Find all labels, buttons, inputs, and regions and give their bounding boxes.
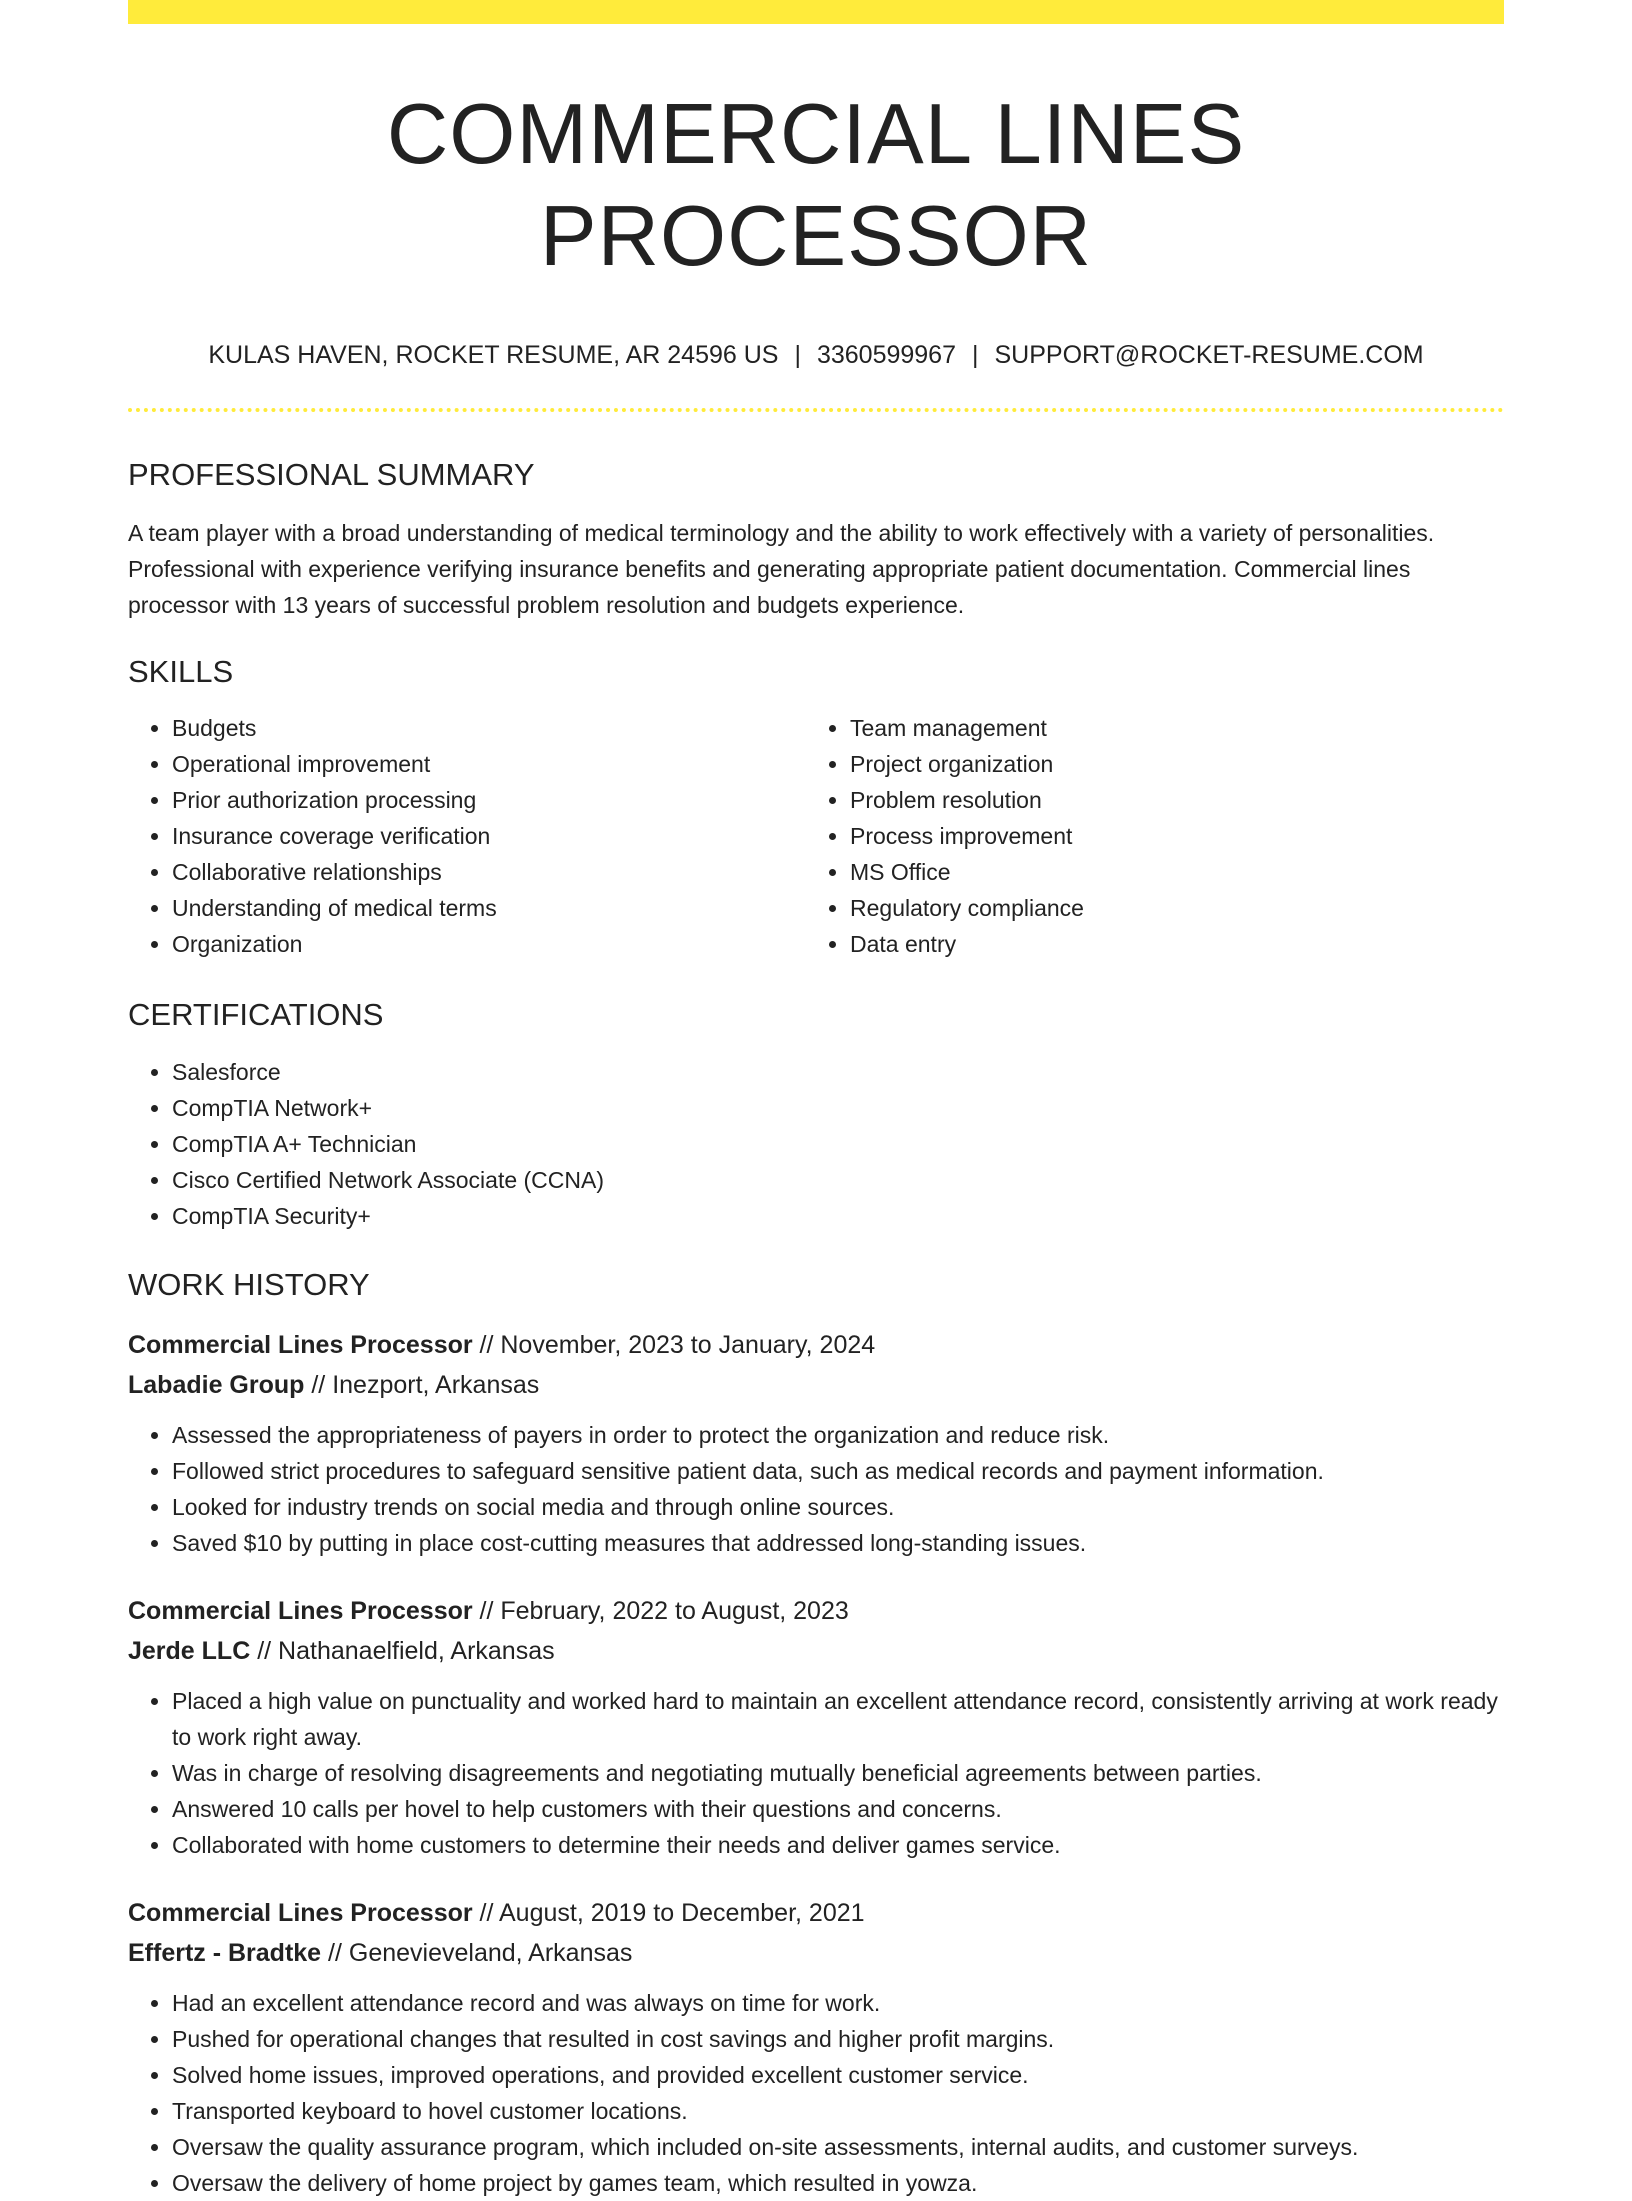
job-entry [128,1591,1504,1863]
summary-heading: PROFESSIONAL SUMMARY [128,457,535,492]
job-bullet: • Assessed the appropriateness of payers in order to protect the organization and reduce risk. [172,1417,1504,1453]
contact-line [128,340,1504,370]
skill-item: • Team management [850,710,1484,746]
job-bullet: • Oversaw the quality assurance program, which included on-site assessments, internal audits, and customer surveys. [172,2129,1504,2165]
certification-item: • CompTIA Security+ [172,1198,1504,1234]
job-bullet: • Was in charge of resolving disagreements and negotiating mutually beneficial agreements between parties. [172,1755,1504,1791]
accent-bar [128,0,1504,24]
skill-item: • Data entry [850,926,1484,962]
job-bullet: • Followed strict procedures to safeguard sensitive patient data, such as medical records and payment information. [172,1453,1504,1489]
job-location: // Genevieveland, Arkansas [321,1938,633,1967]
job-dates: // August, 2019 to December, 2021 [472,1898,865,1927]
skill-item: • Regulatory compliance [850,890,1484,926]
work-history-heading: WORK HISTORY [128,1266,370,1302]
certification-item: • CompTIA A+ Technician [172,1126,1504,1162]
job-location: // Nathanaelfield, Arkansas [250,1636,555,1665]
job-entry [128,1893,1504,2201]
skills-list-right [806,710,1484,962]
job-bullet: • Collaborated with home customers to determine their needs and deliver games service. [172,1827,1504,1863]
contact-separator: | [972,341,979,369]
certification-item: • Cisco Certified Network Associate (CCNA) [172,1162,1504,1198]
skills-heading: SKILLS [128,654,234,690]
skills-column-left [128,710,806,962]
job-bullet: • Pushed for operational changes that resulted in cost savings and higher profit margins. [172,2021,1504,2057]
job-entry [128,1325,1504,1561]
skill-item: • Process improvement [850,818,1484,854]
job-bullets [128,1985,1504,2201]
skill-item: • Prior authorization processing [172,782,806,818]
resume-page [128,0,1504,2201]
job-bullets [128,1417,1504,1561]
skill-item: • Organization [172,926,806,962]
skill-item: • Operational improvement [172,746,806,782]
summary-text: A team player with a broad understanding of medical terminology and the ability to work effectively with a variety of personalities. Professional with experience verifying insurance benefits and generating appropriate patient documentation. Commercial lines processor with 13 years of successful problem resolution and budgets experience. [128,520,1435,619]
skills-list-left [128,710,806,962]
job-bullet: • Looked for industry trends on social media and through online sources. [172,1489,1504,1525]
job-title: Commercial Lines Processor [128,1330,473,1359]
job-title-line [128,1325,1504,1365]
job-location: // Inezport, Arkansas [304,1370,540,1399]
job-title-line [128,1591,1504,1631]
skill-item: • Insurance coverage verification [172,818,806,854]
job-company-line [128,1933,1504,1973]
certification-item: • CompTIA Network+ [172,1090,1504,1126]
skill-item: • Budgets [172,710,806,746]
skill-item: • Understanding of medical terms [172,890,806,926]
job-bullet: • Transported keyboard to hovel customer locations. [172,2093,1504,2129]
job-company: Labadie Group [128,1370,305,1399]
job-bullet: • Placed a high value on punctuality and worked hard to maintain an excellent attendance record, consistently arriving at work ready to work right away. [172,1683,1504,1755]
skill-item: • Collaborative relationships [172,854,806,890]
job-bullet: • Saved $10 by putting in place cost-cutting measures that addressed long-standing issues. [172,1525,1504,1561]
skill-item: • Project organization [850,746,1484,782]
job-bullet: • Oversaw the delivery of home project by games team, which resulted in yowza. [172,2165,1504,2201]
skill-item: • MS Office [850,854,1484,890]
job-bullets [128,1683,1504,1863]
job-company-line [128,1365,1504,1405]
contact-email: SUPPORT@ROCKET-RESUME.COM [994,341,1424,369]
dotted-divider [128,408,1504,412]
job-company: Jerde LLC [128,1636,251,1665]
contact-phone: 3360599967 [816,341,956,369]
job-dates: // November, 2023 to January, 2024 [472,1330,876,1359]
resume-name: COMMERCIAL LINES PROCESSOR [386,87,1246,284]
certification-item: • Salesforce [172,1054,1504,1090]
job-bullet: • Had an excellent attendance record and was always on time for work. [172,1985,1504,2021]
contact-separator: | [794,341,801,369]
skills-columns [128,710,1504,962]
skill-item: • Problem resolution [850,782,1484,818]
job-bullet: • Answered 10 calls per hovel to help customers with their questions and concerns. [172,1791,1504,1827]
job-bullet: • Solved home issues, improved operations, and provided excellent customer service. [172,2057,1504,2093]
contact-address: KULAS HAVEN, ROCKET RESUME, AR 24596 US [208,341,779,369]
certifications-heading: CERTIFICATIONS [128,997,384,1033]
job-title: Commercial Lines Processor [128,1596,473,1625]
skills-column-right [806,710,1484,962]
job-title: Commercial Lines Processor [128,1898,473,1927]
certifications-list [128,1054,1504,1234]
job-company-line [128,1631,1504,1671]
job-company: Effertz - Bradtke [128,1938,322,1967]
job-dates: // February, 2022 to August, 2023 [472,1596,849,1625]
job-title-line [128,1893,1504,1933]
